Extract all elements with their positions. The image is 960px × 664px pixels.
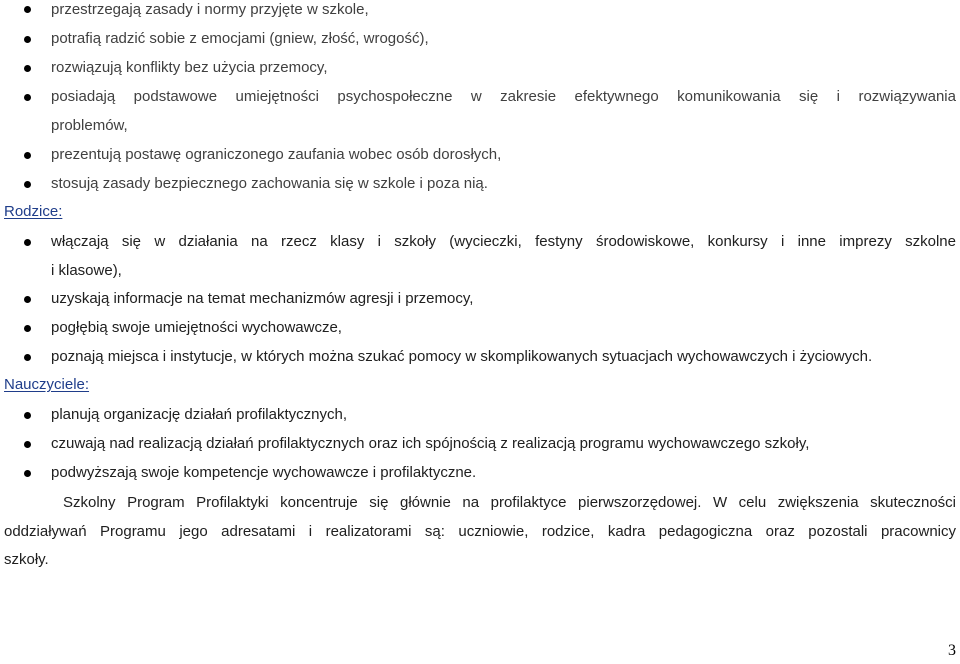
list-item: uzyskają informacje na temat mechanizmów agresji i przemocy, [51, 290, 474, 307]
paragraph-line: szkoły. [4, 551, 49, 568]
page-number: 3 [948, 642, 956, 659]
list-item: przestrzegają zasady i normy przyjęte w szkole, [51, 1, 369, 18]
bullet-icon [24, 412, 31, 419]
bullet-icon [24, 441, 31, 448]
bullet-icon [24, 181, 31, 188]
list-item: poznają miejsca i instytucje, w których można szukać pomocy w skomplikowanych sytuacjach wychowawczych i życiowych. [51, 348, 873, 365]
list-item: rozwiązują konflikty bez użycia przemocy, [51, 59, 328, 76]
bullet-icon [24, 36, 31, 43]
paragraph-line: oddziaływań Programu jego adresatami i realizatorami są: uczniowie, rodzice, kadra pedagogiczna oraz pozostali pracownicy [4, 523, 956, 540]
list-item: stosują zasady bezpiecznego zachowania się w szkole i poza nią. [51, 175, 488, 192]
list-item-continuation: problemów, [51, 117, 128, 134]
bullet-icon [24, 152, 31, 159]
bullet-icon [24, 239, 31, 246]
section-heading-parents: Rodzice: [4, 203, 63, 220]
bullet-icon [24, 325, 31, 332]
paragraph-line: Szkolny Program Profilaktyki koncentruje się głównie na profilaktyce pierwszorzędowej. W celu zwiększenia skuteczności [63, 494, 956, 511]
list-item: posiadają podstawowe umiejętności psychospołeczne w zakresie efektywnego komunikowania się i rozwiązywania [51, 88, 956, 105]
list-item: prezentują postawę ograniczonego zaufania wobec osób dorosłych, [51, 146, 502, 163]
bullet-icon [24, 470, 31, 477]
bullet-icon [24, 354, 31, 361]
list-item: pogłębią swoje umiejętności wychowawcze, [51, 319, 342, 336]
bullet-icon [24, 6, 31, 13]
list-item: czuwają nad realizacją działań profilaktycznych oraz ich spójnością z realizacją programu wychowawczego szkoły, [51, 435, 810, 452]
list-item: podwyższają swoje kompetencje wychowawcze i profilaktyczne. [51, 464, 477, 481]
section-heading-teachers: Nauczyciele: [4, 376, 90, 393]
list-item: włączają się w działania na rzecz klasy i szkoły (wycieczki, festyny środowiskowe, konkursy i inne imprezy szkolne [51, 233, 956, 250]
bullet-icon [24, 94, 31, 101]
bullet-icon [24, 296, 31, 303]
bullet-icon [24, 65, 31, 72]
list-item: planują organizację działań profilaktycznych, [51, 406, 348, 423]
list-item: potrafią radzić sobie z emocjami (gniew, złość, wrogość), [51, 30, 429, 47]
list-item-continuation: i klasowe), [51, 262, 122, 279]
